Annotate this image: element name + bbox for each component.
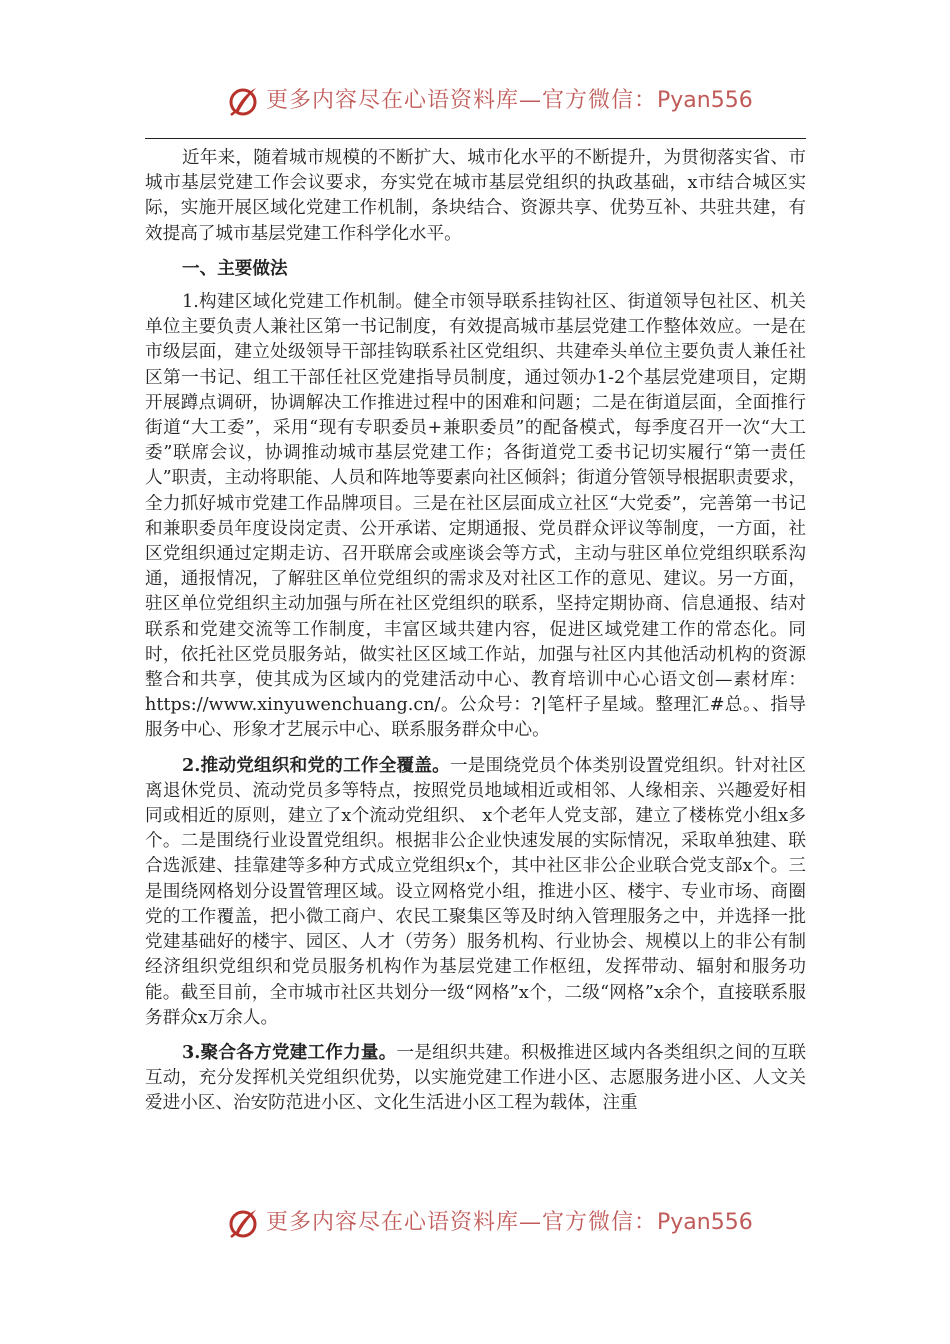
item-3-paragraph (145, 1040, 806, 1117)
quill-logo-icon (226, 84, 262, 120)
section-heading: 一、主要做法 (182, 257, 288, 279)
item-3-body: 一是组织共建。积极推进区域内各类组织之间的互联互动，充分发挥机关党组织优势，以实施党建工作进小区、志愿服务进小区、人文关爱进小区、治安防范进小区、文化生活进小区工程为载体，注重 (145, 1042, 806, 1114)
item-2-body: 一是围绕党员个体类别设置党组织。针对社区离退休党员、流动党员多等特点，按照党员地域相近或相邻、人缘相亲、兴趣爱好相同或相近的原则，建立了x个流动党组织、 x个老年人党支部，建立了楼栋党小组x多个。二是围绕行业设置党组织。根据非公企业快速发展的实际情况，采取单独建、联合选派建、挂靠建等多种方式成立党组织x个，其中社区非公企业联合党支部x个。三是围绕网格划分设置管理区域。设立网格党小组，推进小区、楼宇、专业市场、商圈党的工作覆盖，把小微工商户、农民工聚集区等及时纳入管理服务之中，并选择一批党建基础好的楼宇、园区、人才（劳务）服务机构、行业协会、规模以上的非公有制经济组织党组织和党员服务机构作为基层党建工作枢纽，发挥带动、辐射和服务功能。截至目前，全市城市社区共划分一级“网格”x个，二级“网格”x余个，直接联系服务群众x万余人。 (145, 755, 806, 1028)
quill-logo-icon (226, 1206, 262, 1242)
wechat-handle: Pyan556 (657, 1210, 753, 1235)
watermark-text: 更多内容尽在心语资料库—官方微信：Pyan556 (266, 1210, 753, 1235)
watermark-banner-top (0, 78, 950, 128)
item-2-lead: 2.推动党组织和党的工作全覆盖。 (182, 754, 450, 776)
item-1-paragraph: 1.构建区域化党建工作机制。健全市领导联系挂钩社区、街道领导包社区、机关单位主要负责人兼社区第一书记制度，有效提高城市基层党建工作整体效应。一是在市级层面，建立处级领导干部挂钩联系社区党组织、共建牵头单位主要负责人兼任社区第一书记、组工干部任社区党建指导员制度，通过领办1-2个基层党建项目，定期开展蹲点调研，协调解决工作推进过程中的困难和问题；二是在街道层面，全面推行街道“大工委”，采用“现有专职委员+兼职委员”的配备模式，每季度召开一次“大工委”联席会议，协调推动城市基层党建工作；各街道党工委书记切实履行“第一责任人”职责，主动将职能、人员和阵地等要素向社区倾斜；街道分管领导根据职责要求，全力抓好城市党建工作品牌项目。三是在社区层面成立社区“大党委”，完善第一书记和兼职委员年度设岗定责、公开承诺、定期通报、党员群众评议等制度，一方面，社区党组织通过定期走访、召开联席会或座谈会等方式，主动与驻区单位党组织联系沟通，通报情况，了解驻区单位党组织的需求及对社区工作的意见、建议。另一方面，驻区单位党组织主动加强与所在社区党组织的联系，坚持定期协商、信息通报、结对联系和党建交流等工作制度，丰富区域共建内容，促进区域党建工作的常态化。同时，依托社区党员服务站，做实社区区域工作站，加强与社区内其他活动机构的资源整合和共享，使其成为区域内的党建活动中心、教育培训中心心语文创—素材库：https://www.xinyuwenchuang.cn/。公众号：?|笔杆子星域。整理汇#总。、指导服务中心、形象才艺展示中心、联系服务群众中心。 (145, 292, 806, 741)
intro-paragraph: 近年来，随着城市规模的不断扩大、城市化水平的不断提升，为贯彻落实省、市城市基层党建工作会议要求，夯实党在城市基层党组织的执政基础，x市结合城区实际，实施开展区域化党建工作机制，条块结合、资源共享、优势互补、共驻共建，有效提高了城市基层党建工作科学化水平。 (145, 148, 806, 244)
watermark-banner-bottom (0, 1200, 950, 1250)
header-rule (145, 138, 806, 139)
watermark-text: 更多内容尽在心语资料库—官方微信：Pyan556 (266, 88, 753, 113)
wechat-handle: Pyan556 (657, 88, 753, 113)
document-body (145, 146, 806, 1117)
item-2-paragraph (145, 753, 806, 1031)
item-3-lead: 3.聚合各方党建工作力量。 (182, 1041, 397, 1063)
